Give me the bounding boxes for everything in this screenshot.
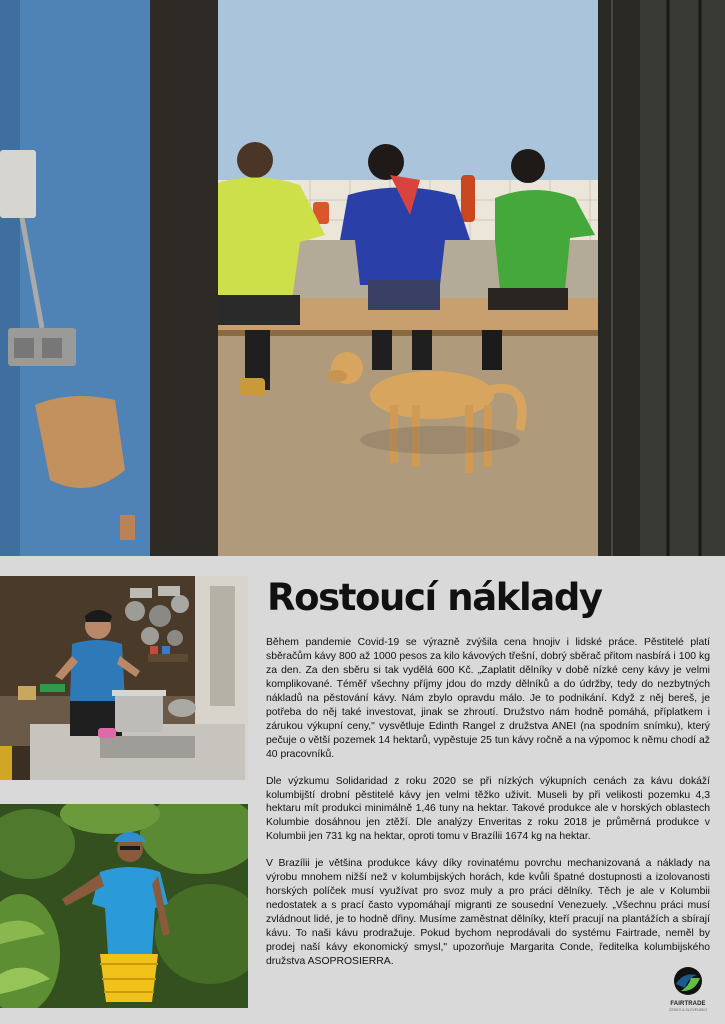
fairtrade-logo <box>666 966 710 1013</box>
article-title: Rostoucí náklady <box>267 576 602 619</box>
kitchen-photo <box>0 576 248 780</box>
fairtrade-subtitle: ČESKO & SLOVENSKO <box>668 1008 708 1012</box>
fairtrade-name: FAIRTRADE <box>670 1001 706 1007</box>
article <box>266 572 710 982</box>
kitchen-photo-illustration <box>0 576 248 780</box>
plantation-photo-illustration <box>0 804 248 1008</box>
article-paragraph: Dle výzkumu Solidaridad z roku 2020 se při nízkých výkupních cenách za kávu dokáží kolumbijští drobní pěstitelé kávy jen velmi těžko uživit. Museli by při velikosti pozemku 4,3 hektaru mít produkci minimálně 1,46 tuny na hektar. Takové produkce ale v horských oblastech Kolumbie dosáhnou jen ztěží. Dle analýzy Enveritas z roku 2018 je průměrná produkce v Kolumbii jen 731 kg na hektar, oproti tomu v Brazílii 1674 kg na hektar. <box>266 775 710 843</box>
article-paragraph: Během pandemie Covid-19 se výrazně zvýšila cena hnojiv i lidské práce. Pěstitelé platí sběračům kávy 800 až 1000 pesos za kilo kávových třešní, dobrý sběrač přitom nasbírá i 100 kg za den. Za den sběru si tak vydělá 600 Kč. „Zaplatit dělníky v době nízké ceny kávy je velmi komplikované. Téměř všechny příjmy jdou do mzdy dělníků a do údržby, tedy do nezbytných nákladů na pěstování kávy. Nám zbylo opravdu málo. Je to podnikání. Když z něj bereš, je potřeba do něj také investovat, jinak se zhroutí. Družstvo nám hodně pomáhá, příplatkem i zárukou výkupní ceny," vysvětluje Edinth Rangel z družstva ANEI (na spodním snímku), který pečuje o větší pozemek 14 hektarů, vypěstuje 25 tun kávy ročně a na výpomoc k němu chodí až 40 pracovníků. <box>266 637 710 760</box>
fairtrade-mark-icon <box>673 966 703 996</box>
article-paragraph: V Brazílii je většina produkce kávy díky rovinatému povrchu mechanizovaná a náklady na výrobu mnohem nižší než v kolumbijských horách, kde kvůli špatné dostupnosti a izolovanosti horských políček musí využívat pro svoz muly a pro práci dělníky. Těch je ale v Kolumbii nedostatek a s prací často vypomáhají migranti ze sousední Venezuely. „Všechnu práci musí zvládnout lidé, je to hodně dřiny. Musíme zaměstnat dělníky, kteří pracují na plantážích a sbírají kávu. To naši kávu prodražuje. Pokud bychom neprodávali do systému Fairtrade, neměl by prodej naší kávy ekonomický smysl," upozorňuje Margarita Conde, ředitelka kolumbijského družstva ASOPROSIERRA. <box>266 858 710 968</box>
plantation-photo <box>0 804 248 1008</box>
